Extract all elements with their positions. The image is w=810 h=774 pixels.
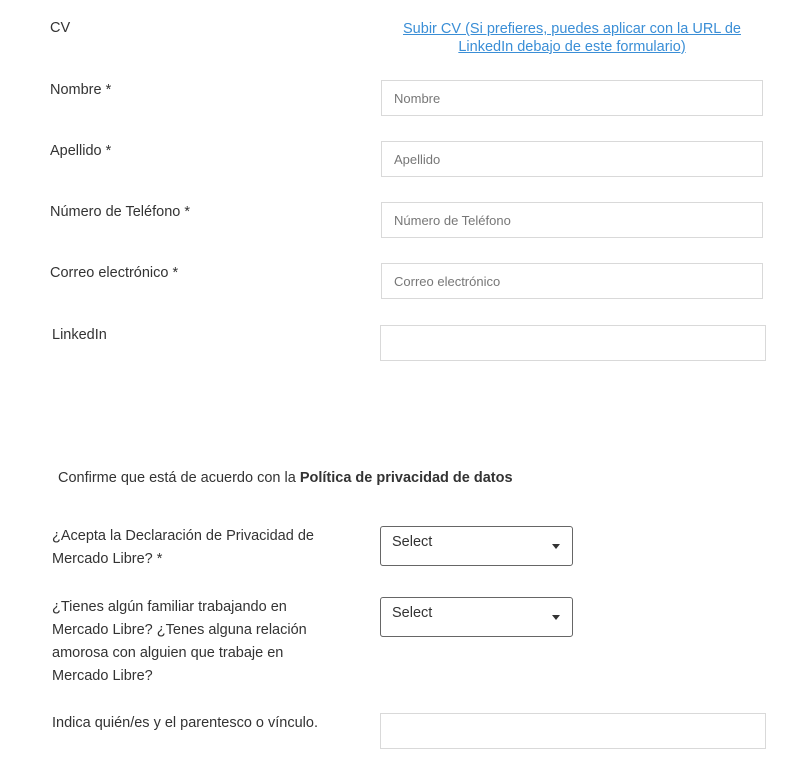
telefono-label: Número de Teléfono * xyxy=(50,204,190,220)
linkedin-input[interactable] xyxy=(380,325,766,361)
privacy-confirmation xyxy=(58,467,513,490)
privacy-policy-link[interactable]: Política de privacidad de datos xyxy=(299,470,513,486)
acepta-select-value: Select xyxy=(392,534,433,550)
chevron-down-icon xyxy=(552,544,560,549)
cv-label: CV xyxy=(50,20,71,36)
linkedin-label: LinkedIn xyxy=(52,327,107,343)
acepta-question-line-1: ¿Acepta la Declaración de Privacidad de xyxy=(52,528,314,544)
upload-cv-line-2[interactable]: LinkedIn debajo de este formulario) xyxy=(458,39,686,55)
familiar-question-line-3: amorosa con alguien que trabaje en xyxy=(52,645,284,661)
familiar-question-line-2: Mercado Libre? ¿Tenes alguna relación xyxy=(52,622,307,638)
apellido-input[interactable] xyxy=(381,141,763,177)
upload-cv-link[interactable] xyxy=(380,20,764,56)
familiar-question xyxy=(52,596,307,688)
apellido-label: Apellido * xyxy=(50,143,112,159)
acepta-question-line-2: Mercado Libre? * xyxy=(52,551,163,567)
privacy-text: Confirme que está de acuerdo con la xyxy=(58,470,300,486)
familiar-select-value: Select xyxy=(392,605,433,621)
nombre-input[interactable] xyxy=(381,80,763,116)
chevron-down-icon xyxy=(552,615,560,620)
familiar-question-line-1: ¿Tienes algún familiar trabajando en xyxy=(52,599,287,615)
correo-input[interactable] xyxy=(381,263,763,299)
familiar-select[interactable] xyxy=(380,597,573,637)
correo-label: Correo electrónico * xyxy=(50,265,179,281)
acepta-select[interactable] xyxy=(380,526,573,566)
familiar-question-line-4: Mercado Libre? xyxy=(52,668,153,684)
acepta-question xyxy=(52,525,314,571)
quien-input[interactable] xyxy=(380,713,766,749)
quien-label: Indica quién/es y el parentesco o vínculo. xyxy=(52,715,318,731)
upload-cv-line-1[interactable]: Subir CV (Si prefieres, puedes aplicar con la URL de xyxy=(403,21,741,37)
nombre-label: Nombre * xyxy=(50,82,112,98)
telefono-input[interactable] xyxy=(381,202,763,238)
